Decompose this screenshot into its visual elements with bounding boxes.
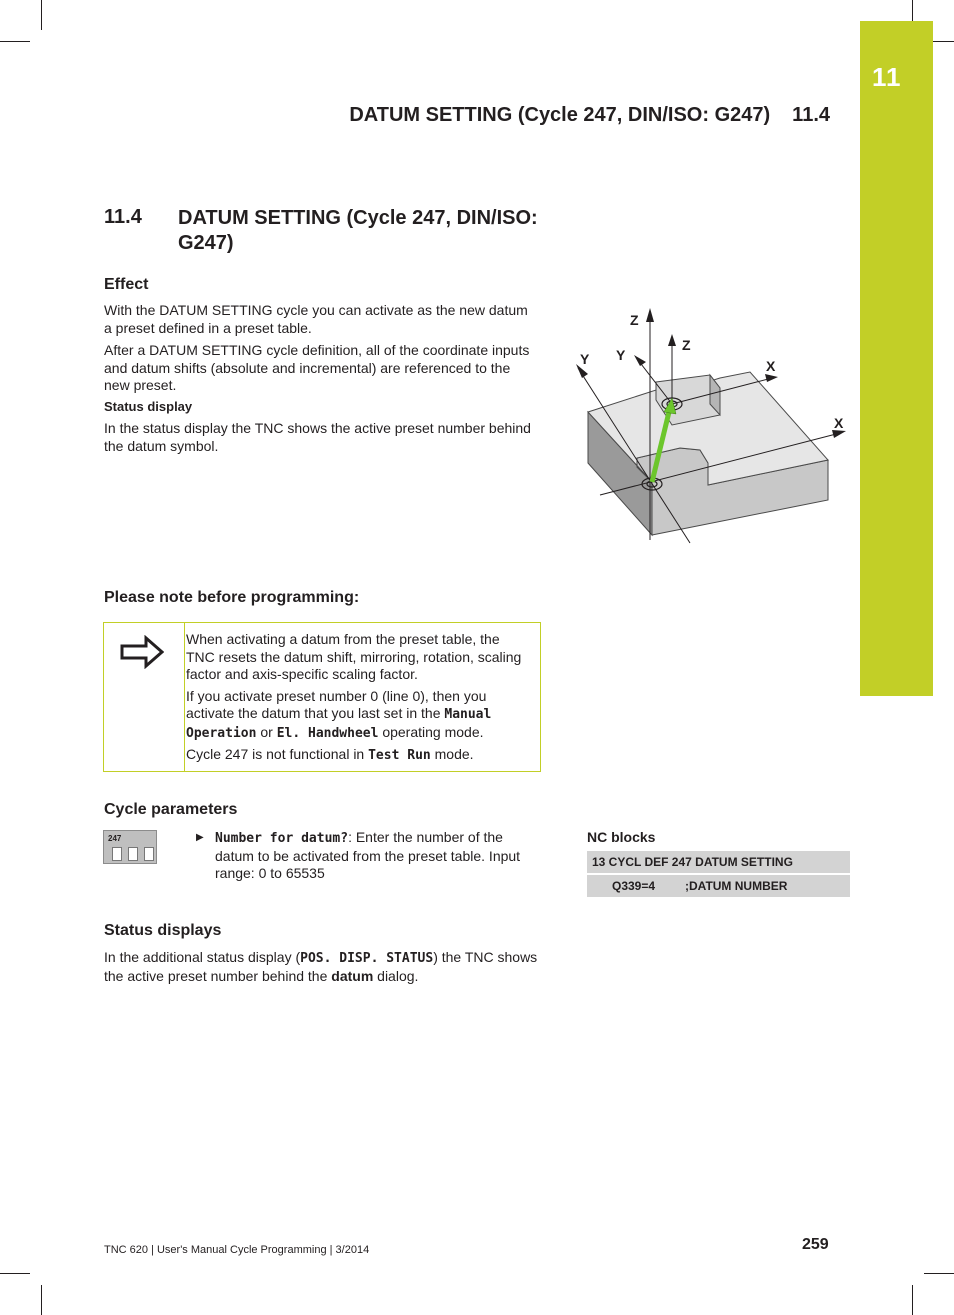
arrow-right-icon [120, 635, 164, 669]
cycle-param-q339: Number for datum?: Enter the number of the datum to be activated from the preset table. Input range: 0 to 65535 [215, 829, 521, 881]
axis-label-x-inner: X [766, 358, 776, 374]
axis-label-y-inner: Y [616, 347, 626, 363]
effect-heading: Effect [104, 276, 149, 293]
note-box [103, 622, 541, 772]
crop-mark [912, 1285, 913, 1315]
chapter-number: 11 [872, 62, 902, 92]
cycle-softkey-icon [103, 830, 157, 864]
datum-figure [560, 300, 850, 550]
crop-mark [0, 41, 30, 42]
axis-label-z-outer: Z [630, 312, 639, 328]
axis-label-z-inner: Z [682, 337, 691, 353]
section-title: DATUM SETTING (Cycle 247, DIN/ISO: G247) [178, 207, 538, 254]
running-header-title: DATUM SETTING (Cycle 247, DIN/ISO: G247) [349, 104, 771, 126]
crop-mark [41, 0, 42, 30]
status-display-heading: Status display [104, 399, 193, 414]
note-paragraph-3: Cycle 247 is not functional in Test Run mode. [186, 746, 474, 763]
axis-label-y-outer: Y [580, 351, 590, 367]
effect-paragraph-1: With the DATUM SETTING cycle you can activate as the new datum a preset defined in a preset table. [104, 302, 528, 336]
crop-mark [924, 1273, 954, 1274]
axis-label-x-outer: X [834, 415, 844, 431]
effect-paragraph-3: In the status display the TNC shows the active preset number behind the datum symbol. [104, 420, 531, 454]
running-header-section: 11.4 [792, 104, 830, 126]
note-heading: Please note before programming: [104, 589, 360, 606]
note-paragraph-1: When activating a datum from the preset table, the TNC resets the datum shift, mirroring, rotation, scaling factor and axis-specific scaling factor. [186, 631, 522, 682]
running-header [349, 104, 830, 127]
softkey-label: 247 [108, 834, 122, 843]
footer-text: TNC 620 | User's Manual Cycle Programming | 3/2014 [104, 1244, 370, 1256]
note-paragraph-2: If you activate preset number 0 (line 0), then you activate the datum that you last set in the Manual Operation or El. Handwheel operating mode. [186, 687, 492, 741]
page-number: 259 [802, 1236, 829, 1253]
status-displays-paragraph: In the additional status display (POS. DISP. STATUS) the TNC shows the active preset number behind the datum dialog. [104, 949, 538, 984]
note-divider [184, 623, 185, 771]
status-displays-heading: Status displays [104, 922, 222, 939]
section-number: 11.4 [104, 206, 142, 228]
nc-blocks-heading: NC blocks [587, 829, 656, 845]
crop-mark [0, 1273, 30, 1274]
chapter-tab [860, 21, 933, 696]
effect-paragraph-2: After a DATUM SETTING cycle definition, all of the coordinate inputs and datum shifts (absolute and incremental) are referenced to the new preset. [104, 342, 530, 393]
cycle-params-heading: Cycle parameters [104, 801, 238, 818]
nc-block-row-1: 13 CYCL DEF 247 DATUM SETTING [587, 851, 850, 873]
bullet-triangle-icon: ▶ [196, 832, 204, 843]
nc-block-row-2: Q339=4 ;DATUM NUMBER [587, 875, 850, 897]
crop-mark [41, 1285, 42, 1315]
